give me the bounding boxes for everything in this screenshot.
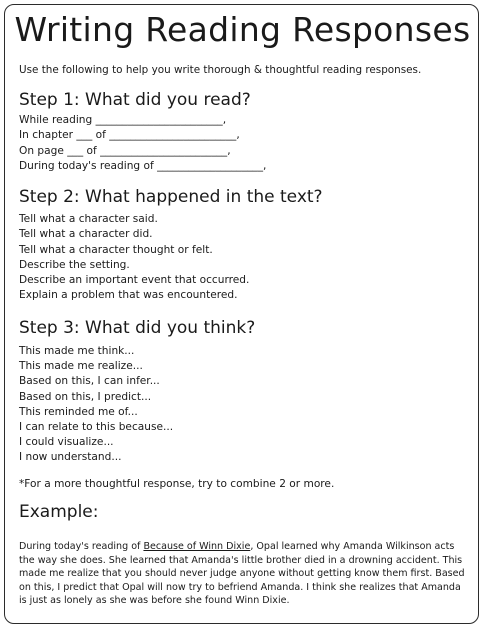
step3-line: Based on this, I predict... — [19, 390, 152, 403]
step3-line: I can relate to this because... — [19, 420, 174, 433]
step2-line: Tell what a character thought or felt. — [19, 243, 213, 256]
step1-line: While reading ________________________, — [19, 114, 227, 126]
step3-line: This made me realize... — [19, 360, 143, 373]
step3-line: I could visualize... — [19, 436, 114, 449]
tip-note: *For a more thoughtful response, try to combine 2 or more. — [19, 478, 335, 490]
step3-list — [19, 344, 173, 466]
step2-line: Tell what a character did. — [19, 228, 153, 241]
step1-line: On page ___ of ________________________, — [19, 144, 231, 157]
step2-heading: Step 2: What happened in the text? — [19, 187, 323, 207]
step1-list — [19, 113, 266, 174]
step3-line: I now understand... — [19, 451, 122, 464]
example-text-rest: , Opal learned why Amanda Wilkinson acts the way she does. She learned that Amanda's little brother died in a drowning accident. This made me realize that you should never judge anyone without getting know them first. Based on this, I predict that Opal will now try to befriend Amanda. I think she realizes that Amanda is just as lonely as she was before she found Winn Dixie. — [19, 541, 465, 607]
step3-line: Based on this, I can infer... — [19, 375, 160, 388]
example-text-start: During today's reading of — [19, 541, 144, 552]
step3-heading: Step 3: What did you think? — [19, 318, 256, 338]
intro-text: Use the following to help you write thorough & thoughtful reading responses. — [19, 64, 422, 76]
step3-line: This reminded me of... — [19, 405, 138, 418]
step3-line: This made me think... — [19, 345, 135, 357]
example-paragraph — [19, 540, 471, 608]
step1-line: In chapter ___ of ________________________, — [19, 129, 240, 142]
step2-line: Describe the setting. — [19, 258, 130, 271]
page-title: Writing Reading Responses — [14, 10, 471, 49]
step2-line: Tell what a character said. — [19, 213, 158, 225]
step1-heading: Step 1: What did you read? — [19, 90, 251, 110]
example-heading: Example: — [19, 502, 99, 522]
step2-line: Describe an important event that occurred. — [19, 274, 250, 287]
step2-list — [19, 212, 249, 304]
step2-line: Explain a problem that was encountered. — [19, 289, 238, 302]
book-title: Because of Winn Dixie — [143, 541, 251, 552]
step1-line: During today's reading of ____________________, — [19, 159, 267, 172]
